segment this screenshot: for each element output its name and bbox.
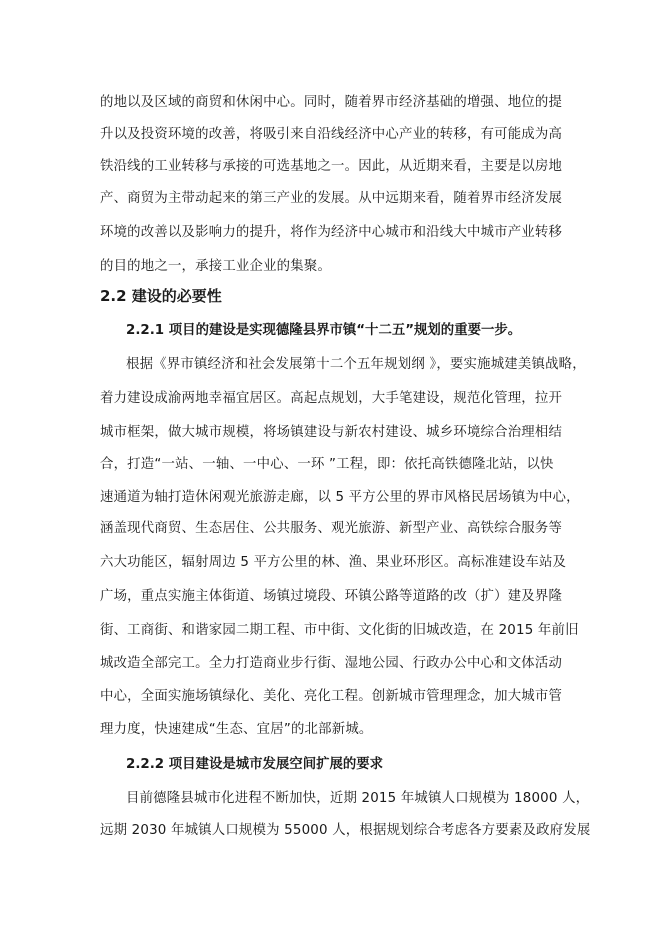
body-text-line: 铁沿线的工业转移与承接的可选基地之一。因此，从近期来看，主要是以房地 — [100, 159, 563, 174]
body-text-line: 理力度，快速建成“生态、宜居”的北部新城。 — [100, 722, 373, 737]
body-text-line: 目前德隆县城市化进程不断加快，近期 2015 年城镇人口规模为 18000 人， — [126, 791, 590, 806]
subsection-heading: 2.2.2 项目建设是城市发展空间扩展的要求 — [126, 757, 384, 772]
body-text-line: 着力建设成渝两地幸福宜居区。高起点规划，大手笔建设，规范化管理，拉开 — [100, 391, 563, 406]
body-text-line: 城市框架，做大城市规模，将场镇建设与新农村建设、城乡环境综合治理相结 — [100, 425, 563, 440]
body-text-line: 合，打造“一站、一轴、一中心、一环 ”工程，即：依托高铁德隆北站，以快 — [100, 457, 554, 472]
body-text-line: 环境的改善以及影响力的提升，将作为经济中心城市和沿线大中城市产业转移 — [100, 225, 563, 240]
section-heading: 2.2 建设的必要性 — [100, 287, 222, 305]
body-text-line: 远期 2030 年城镇人口规模为 55000 人，根据规划综合考虑各方要素及政府发展 — [100, 823, 591, 838]
body-text-line: 城改造全部完工。全力打造商业步行街、湿地公园、行政办公中心和文体活动 — [100, 656, 563, 671]
body-text-line: 六大功能区，辐射周边 5 平方公里的林、渔、果业环形区。高标准建设车站及 — [100, 555, 567, 570]
body-text-line: 速通道为轴打造休闲观光旅游走廊，以 5 平方公里的界市风格民居场镇为中心， — [100, 490, 580, 505]
body-text-line: 广场，重点实施主体街道、场镇过境段、环镇公路等道路的改（扩）建及界隆 — [100, 589, 563, 604]
body-text-line: 根据《界市镇经济和社会发展第十二个五年规划纲 》，要实施城建美镇战略， — [126, 357, 586, 372]
body-text-line: 产、商贸为主带动起来的第三产业的发展。从中远期来看，随着界市经济发展 — [100, 191, 563, 206]
body-text-line: 街、工商街、和谐家园二期工程、市中街、文化街的旧城改造，在 2015 年前旧 — [100, 623, 579, 638]
body-text-line: 的地以及区域的商贸和休闲中心。同时，随着界市经济基础的增强、地位的提 — [100, 95, 563, 110]
body-text-line: 的目的地之一，承接工业企业的集聚。 — [100, 259, 332, 274]
body-text-line: 中心，全面实施场镇绿化、美化、亮化工程。创新城市管理理念，加大城市管 — [100, 689, 563, 704]
body-text-line: 升以及投资环境的改善，将吸引来自沿线经济中心产业的转移，有可能成为高 — [100, 127, 563, 142]
subsection-heading: 2.2.1 项目的建设是实现德隆县界市镇“十二五”规划的重要一步。 — [126, 323, 522, 338]
body-text-line: 涵盖现代商贸、生态居住、公共服务、观光旅游、新型产业、高铁综合服务等 — [100, 521, 563, 536]
